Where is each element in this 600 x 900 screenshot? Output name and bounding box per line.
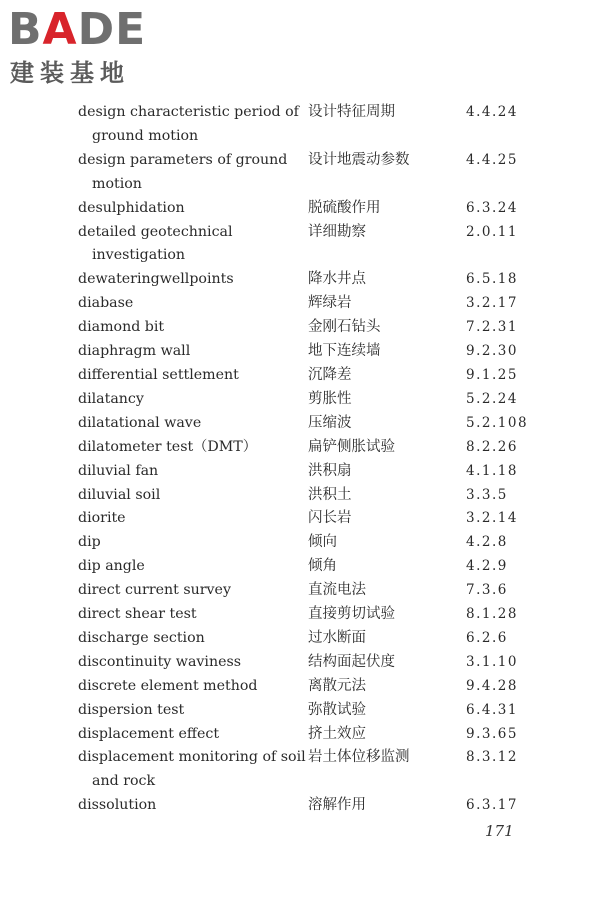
entry-chinese-term: 过水断面 [308,629,366,646]
entry-term: desulphidation [78,199,185,216]
entry-chinese-term: 直接剪切试验 [308,606,395,623]
glossary-entry [78,794,548,818]
entry-chinese-term: 金刚石钻头 [308,319,381,336]
entry-chinese-term: 离散元法 [308,677,366,694]
entry-chinese-term: 扁铲侧胀试验 [308,438,395,455]
glossary-entry [78,292,548,316]
glossary-entry [78,484,548,508]
entry-chinese-term: 洪积扇 [308,462,352,479]
entry-section-ref: 3.1.10 [466,653,518,670]
entry-section-ref: 4.2.8 [466,534,508,551]
entry-section-ref: 5.2.24 [466,390,518,407]
glossary-list [78,101,548,818]
entry-chinese-term: 挤土效应 [308,725,366,742]
glossary-entry [78,555,548,579]
entry-chinese-term: 倾角 [308,558,337,575]
entry-section-ref: 4.1.18 [466,462,518,479]
entry-term: diluvial fan [78,462,159,479]
glossary-entry [78,197,548,221]
entry-chinese-term: 设计特征周期 [308,104,395,120]
logo-letter-a: A [42,4,78,55]
entry-chinese-term: 洪积土 [308,486,352,503]
entry-chinese-term: 倾向 [308,534,337,551]
page-number: 171 [485,822,514,840]
entry-chinese-term: 脱硫酸作用 [308,199,381,216]
glossary-entry [78,627,548,651]
entry-section-ref: 4.4.24 [466,104,518,120]
entry-section-ref: 9.2.30 [466,343,518,360]
entry-section-ref: 8.2.26 [466,438,518,455]
entry-term: direct shear test [78,606,197,623]
glossary-entry [78,723,548,747]
glossary-entry [78,221,548,269]
glossary-entry [78,101,548,149]
entry-term: dip [78,534,101,551]
entry-term: diamond bit [78,319,165,336]
entry-term: discharge section [78,629,205,646]
glossary-entry [78,531,548,555]
entry-section-ref: 7.3.6 [466,582,508,599]
entry-chinese-term: 弥散试验 [308,701,366,718]
entry-term: diluvial soil [78,486,161,503]
logo-wordmark [8,6,146,54]
entry-chinese-term: 直流电法 [308,582,366,599]
glossary-entry [78,388,548,412]
glossary-entry [78,412,548,436]
entry-section-ref: 9.3.65 [466,725,518,742]
entry-term: design characteristic period of ground motion [78,104,299,144]
entry-section-ref: 4.2.9 [466,558,508,575]
glossary-entry [78,340,548,364]
entry-term: detailed geotechnical investigation [78,223,233,264]
entry-section-ref: 6.4.31 [466,701,518,718]
entry-term: diaphragm wall [78,343,191,360]
glossary-entry [78,460,548,484]
entry-chinese-term: 压缩波 [308,414,352,431]
glossary-entry [78,268,548,292]
glossary-entry [78,436,548,460]
entry-term: dispersion test [78,701,185,718]
entry-chinese-term: 详细勘察 [308,223,366,240]
entry-chinese-term: 辉绿岩 [308,295,352,312]
entry-term: dewateringwellpoints [78,271,234,288]
entry-section-ref: 5.2.108 [466,414,529,431]
entry-term: dissolution [78,797,157,814]
entry-term: displacement monitoring of soil and rock [78,749,306,790]
entry-chinese-term: 岩土体位移监测 [308,749,410,766]
logo-letter-b: B [8,4,43,55]
entry-term: dilatancy [78,390,144,407]
entry-chinese-term: 沉降差 [308,366,352,383]
entry-section-ref: 7.2.31 [466,319,518,336]
entry-term: discrete element method [78,677,258,694]
entry-chinese-term: 溶解作用 [308,797,366,814]
entry-section-ref: 8.3.12 [466,749,518,766]
entry-term: dip angle [78,558,145,575]
entry-chinese-term: 结构面起伏度 [308,653,395,670]
glossary-entry [78,579,548,603]
glossary-entry [78,603,548,627]
entry-term: differential settlement [78,366,239,383]
entry-chinese-term: 设计地震动参数 [308,151,410,168]
entry-term: displacement effect [78,725,220,742]
glossary-entry [78,651,548,675]
entry-term: design parameters of ground motion [78,151,288,192]
entry-section-ref: 4.4.25 [466,151,518,168]
logo-tagline: 建装基地 [10,59,130,87]
logo-letters-de: DE [77,4,147,55]
entry-term: diabase [78,295,134,312]
entry-term: dilatometer test（DMT） [78,438,257,455]
entry-term: dilatational wave [78,414,202,431]
entry-section-ref: 6.3.24 [466,199,518,216]
glossary-entry [78,746,548,794]
entry-term: diorite [78,510,126,527]
entry-section-ref: 9.4.28 [466,677,518,694]
entry-section-ref: 3.2.14 [466,510,518,527]
glossary-entry [78,675,548,699]
entry-term: direct current survey [78,582,231,599]
entry-section-ref: 6.2.6 [466,629,508,646]
entry-section-ref: 9.1.25 [466,366,518,383]
entry-section-ref: 3.3.5 [466,486,508,503]
glossary-entry [78,507,548,531]
glossary-entry [78,364,548,388]
entry-section-ref: 3.2.17 [466,295,518,312]
glossary-entry [78,149,548,197]
entry-section-ref: 2.0.11 [466,223,518,240]
entry-section-ref: 6.5.18 [466,271,518,288]
glossary-entry [78,316,548,340]
entry-chinese-term: 剪胀性 [308,390,352,407]
entry-chinese-term: 闪长岩 [308,510,352,527]
entry-chinese-term: 降水井点 [308,271,366,288]
entry-section-ref: 6.3.17 [466,797,518,814]
brand-logo [8,6,178,92]
entry-term: discontinuity waviness [78,653,242,670]
glossary-entry [78,699,548,723]
entry-section-ref: 8.1.28 [466,606,518,623]
entry-chinese-term: 地下连续墙 [308,343,381,360]
